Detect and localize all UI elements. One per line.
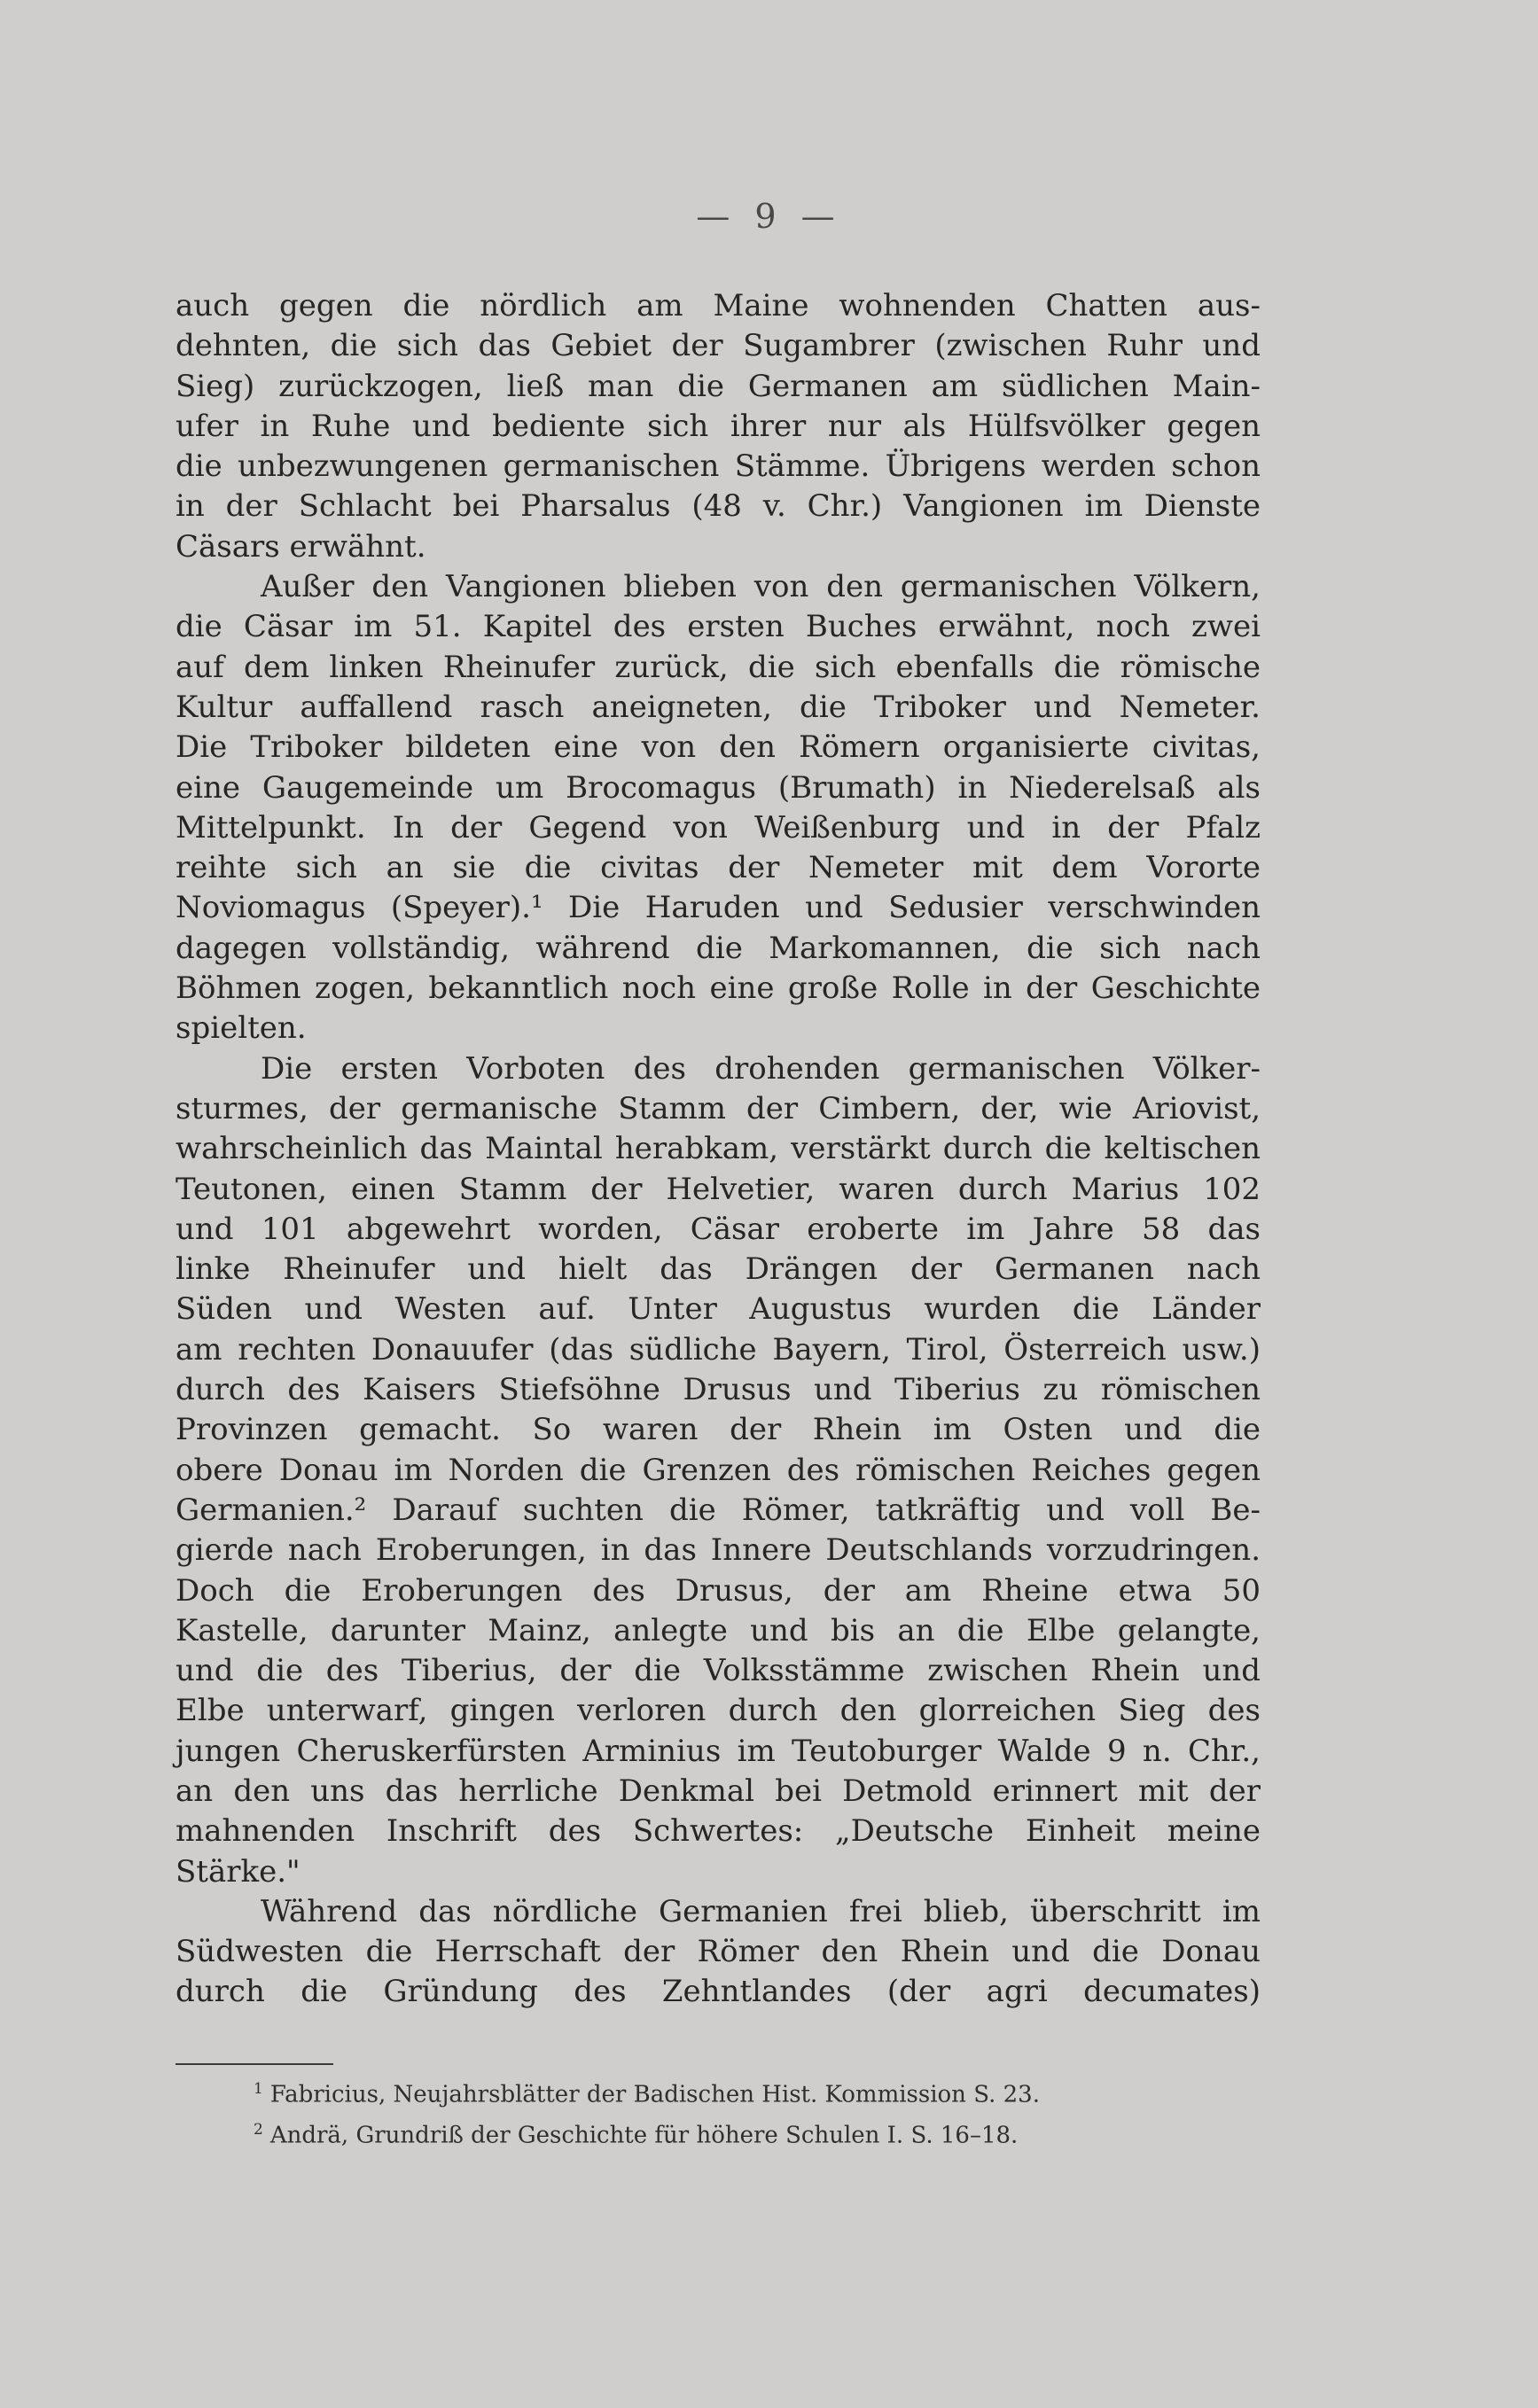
text-line: linke Rheinufer und hielt das Drängen der Germanen nach [176, 1251, 1261, 1288]
footnote-separator [176, 2063, 333, 2065]
text-line: Kastelle, darunter Mainz, anlegte und bis an die Elbe gelangte, [176, 1612, 1261, 1648]
text-line: Noviomagus (Speyer).¹ Die Haruden und Sedusier verschwinden [176, 890, 1261, 926]
footnote-mark: 2 [254, 2120, 263, 2139]
footnote-1 [176, 2072, 1261, 2113]
text-line: am rechten Donauufer (das südliche Bayern, Tirol, Österreich usw.) [176, 1331, 1261, 1368]
text-line: ufer in Ruhe und bediente sich ihrer nur als Hülfsvölker gegen [176, 408, 1261, 444]
footnote-text: Fabricius, Neujahrsblätter der Badischen Hist. Kommission S. 23. [269, 2081, 1040, 2108]
text-line: Cäsars erwähnt. [176, 528, 426, 565]
text-line: durch die Gründung des Zehntlandes (der agri decumates) [176, 1974, 1261, 2010]
text-line: spielten. [176, 1010, 307, 1047]
footnote-text: Andrä, Grundriß der Geschichte für höhere Schulen I. S. 16–18. [269, 2122, 1019, 2149]
text-line: Südwesten die Herrschaft der Römer den Rhein und die Donau [176, 1934, 1261, 1970]
text-line: Mittelpunkt. In der Gegend von Weißenburg und in der Pfalz [176, 809, 1261, 846]
text-line: Provinzen gemacht. So waren der Rhein im Osten und die [176, 1412, 1261, 1448]
page-number: — 9 — [696, 197, 842, 236]
footnotes [176, 2072, 1261, 2153]
text-line: Kultur auffallend rasch aneigneten, die Triboker und Nemeter. [176, 689, 1261, 725]
text-line: die unbezwungenen germanischen Stämme. Übrigens werden schon [176, 448, 1261, 485]
text-line: Außer den Vangionen blieben von den germanischen Völkern, [261, 569, 1261, 605]
paragraph-3 [176, 1049, 1261, 1892]
text-line: gierde nach Eroberungen, in das Innere Deutschlands vorzudringen. [176, 1532, 1261, 1569]
text-line: an den uns das herrliche Denkmal bei Detmold erinnert mit der [176, 1773, 1261, 1809]
text-line: Böhmen zogen, bekanntlich noch eine große Rolle in der Geschichte [176, 970, 1261, 1007]
text-line: Stärke." [176, 1853, 301, 1890]
text-line: dagegen vollständig, während die Markomannen, die sich nach [176, 930, 1261, 966]
text-line: mahnenden Inschrift des Schwertes: „Deutsche Einheit meine [176, 1813, 1261, 1850]
text-line: eine Gaugemeinde um Brocomagus (Brumath) in Niederelsaß als [176, 769, 1261, 806]
text-line: die Cäsar im 51. Kapitel des ersten Buches erwähnt, noch zwei [176, 609, 1261, 645]
text-line: Germanien.² Darauf suchten die Römer, tatkräftig und voll Be- [176, 1492, 1261, 1528]
text-line: Während das nördliche Germanien frei blieb, überschritt im [261, 1893, 1261, 1929]
text-line: Süden und Westen auf. Unter Augustus wurden die Länder [176, 1291, 1261, 1328]
text-line: Teutonen, einen Stamm der Helvetier, waren durch Marius 102 [176, 1171, 1261, 1207]
text-line: auf dem linken Rheinufer zurück, die sich ebenfalls die römische [176, 649, 1261, 685]
text-line: durch des Kaisers Stiefsöhne Drusus und Tiberius zu römischen [176, 1372, 1261, 1408]
text-line: sturmes, der germanische Stamm der Cimbern, der, wie Ariovist, [176, 1090, 1261, 1126]
text-line: Die ersten Vorboten des drohenden germanischen Völker- [261, 1050, 1261, 1087]
text-line: obere Donau im Norden die Grenzen des römischen Reiches gegen [176, 1452, 1261, 1488]
body-text [176, 286, 1261, 2013]
footnote-mark: 1 [254, 2080, 263, 2098]
text-line: und die des Tiberius, der die Volksstämme zwischen Rhein und [176, 1653, 1261, 1689]
text-line: reihte sich an sie die civitas der Nemeter mit dem Vororte [176, 850, 1261, 886]
text-line: Die Triboker bildeten eine von den Römern organisierte civitas, [176, 729, 1261, 766]
text-line: Sieg) zurückzogen, ließ man die Germanen am südlichen Main- [176, 368, 1261, 404]
paragraph-1 [176, 286, 1261, 567]
text-line: jungen Cheruskerfürsten Arminius im Teutoburger Walde 9 n. Chr., [176, 1733, 1261, 1769]
text-line: wahrscheinlich das Maintal herabkam, verstärkt durch die keltischen [176, 1131, 1261, 1167]
text-line: Elbe unterwarf, gingen verloren durch den glorreichen Sieg des [176, 1693, 1261, 1729]
paragraph-4 [176, 1892, 1261, 2013]
text-line: in der Schlacht bei Pharsalus (48 v. Chr.) Vangionen im Dienste [176, 488, 1261, 525]
text-line: und 101 abgewehrt worden, Cäsar eroberte im Jahre 58 das [176, 1211, 1261, 1247]
text-line: dehnten, die sich das Gebiet der Sugambrer (zwischen Ruhr und [176, 328, 1261, 364]
text-line: auch gegen die nördlich am Maine wohnenden Chatten aus- [176, 288, 1261, 323]
paragraph-2 [176, 567, 1261, 1049]
text-line: Doch die Eroberungen des Drusus, der am Rheine etwa 50 [176, 1572, 1261, 1609]
footnote-2 [176, 2113, 1261, 2154]
